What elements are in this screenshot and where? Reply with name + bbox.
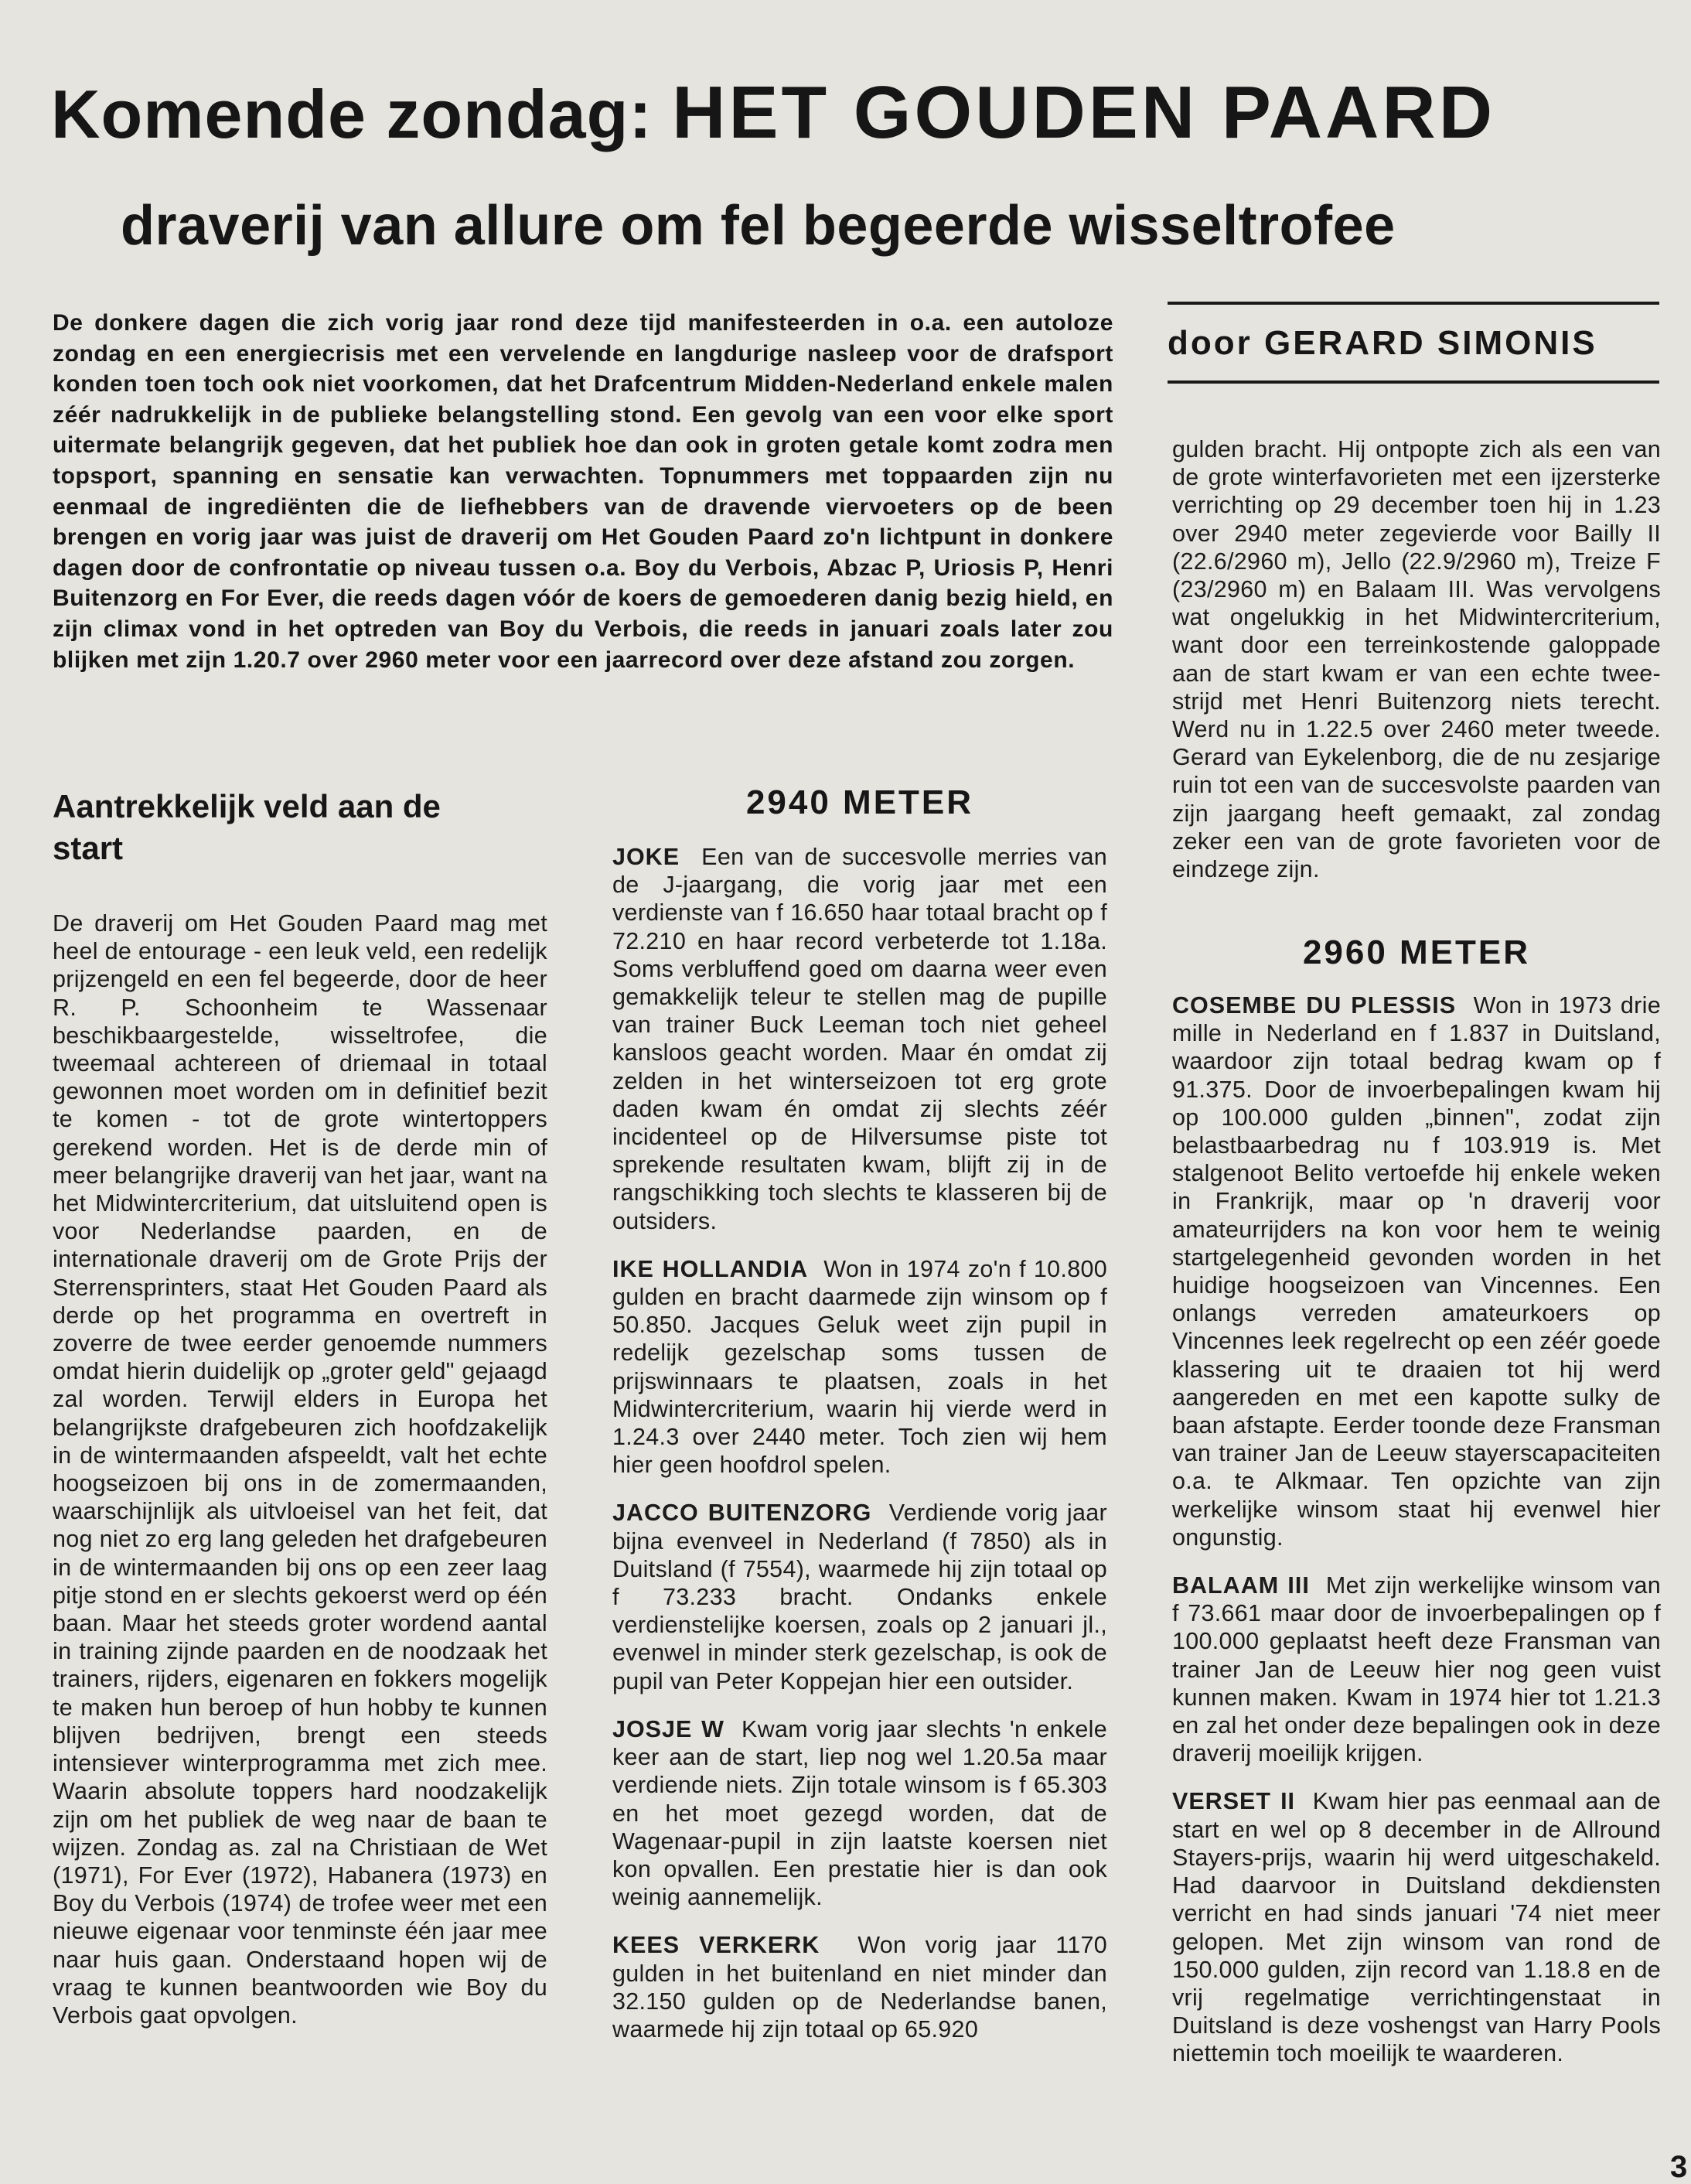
entry-name: IKE HOLLANDIA (612, 1255, 809, 1282)
headline (51, 71, 1659, 154)
section-title-2960: 2960 METER (1302, 933, 1531, 971)
entry-cosembe-du-plessis (1172, 991, 1661, 1551)
headline-title: HET GOUDEN PAARD (672, 71, 1496, 154)
left-column-body (53, 909, 547, 2029)
byline: door GERARD SIMONIS (1168, 324, 1597, 362)
left-column-heading: Aantrekkelijk veld aan de start (53, 788, 441, 866)
entry-verset-ii (1172, 1787, 1661, 2067)
entry-joke (612, 843, 1107, 1235)
entry-text: Kwam vorig jaar slechts 'n enkele keer aan de start, liep nog wel 1.20.5a maar verdiende niets. Zijn totale winsom is f 65.303 en het moet gezegd worden, dat de Wagenaar-pupil in zijn laatste koersen niet kon opvallen. Een prestatie hier is dan ook weinig aannemelijk. (612, 1715, 1107, 1911)
entry-name: COSEMBE DU PLESSIS (1172, 992, 1457, 1019)
right-column (1172, 991, 1661, 2088)
right-column-continuation (1172, 435, 1661, 883)
subheadline: draverij van allure om fel begeerde wisseltrofee (121, 195, 1396, 257)
continuation-text: gulden bracht. Hij ontpopte zich als een van de grote winterfavorieten met een ijzersterke verrichting op 29 december toen hij in 1.23 over 2940 meter zegevierde voor Bailly II (22.6/2960 m), Jello (22.9/2960 m), Treize F (23/2960 m) en Balaam III. Was vervolgens wat ongelukkig in het Midwintercriterium, want door een terreinkostende galoppade aan de start kwam er van een echte twee-strijd met Henri Buitenzorg niets terecht. Werd nu in 1.22.5 over 2460 meter tweede. Gerard van Eykelenborg, die de nu zesjarige ruin tot een van de succesvolste paarden van zijn jaargang heeft gemaakt, zal zondag zeker een van de grote favorieten voor de eindzege zijn. (1172, 436, 1661, 883)
entry-name: JACCO BUITENZORG (612, 1500, 872, 1527)
entry-josje-w (612, 1715, 1107, 1911)
intro-paragraph: De donkere dagen die zich vorig jaar rond deze tijd manifesteerden in o.a. een autoloze zondag en een energiecrisis met een vervelende en langdurige nasleep voor de drafsport konden toen toch ook niet voorkomen, dat het Drafcentrum Midden-Nederland enkele malen zéér nadrukkelijk in de publieke belangstelling stond. Een gevolg van een voor elke sport uitermate belangrijk gegeven, dat het publiek hoe dan ook in groten getale komt zodra men topsport, spanning en sensatie kan verwachten. Topnummers met toppaarden zijn nu eenmaal de ingrediënten die de liefhebbers van de dravende viervoeters op de been brengen en vorig jaar was juist de draverij om Het Gouden Paard zo'n lichtpunt in donkere dagen door de confrontatie op niveau tussen o.a. Boy du Verbois, Abzac P, Uriosis P, Henri Buitenzorg en For Ever, die reeds dagen vóór de koers de gemoederen danig bezig hield, en zijn climax vond in het optreden van Boy du Verbois, die reeds in januari zoals later zou blijken met zijn 1.20.7 over 2960 meter voor een jaarrecord over deze afstand zou zorgen. (53, 310, 1113, 673)
entry-name: JOKE (612, 844, 680, 870)
entry-name: BALAAM III (1172, 1572, 1310, 1599)
section-title-2940: 2940 METER (745, 783, 974, 821)
page-number: 3 (1670, 2150, 1688, 2184)
entry-name: VERSET II (1172, 1788, 1296, 1815)
entry-text: Won in 1974 zo'n f 10.800 gulden en bracht daarmede zijn winsom op f 50.850. Jacques Geluk weet zijn pupil in redelijk gezelschap soms tussen de prijswinnaars te plaatsen, zoals in het Midwintercriterium, waarin hij vierde werd in 1.24.3 over 2440 meter. Toch zien wij hem hier geen hoofdrol spelen. (612, 1255, 1107, 1479)
entry-ike-hollandia (612, 1255, 1107, 1479)
byline-rule-top (1168, 302, 1659, 305)
entry-text: Met zijn werkelijke winsom van f 73.661 maar door de invoerbepalingen op f 100.000 geplaatst heeft deze Fransman van trainer Jan de Leeuw hier nog geen vuist kunnen maken. Kwam in 1974 hier tot 1.21.3 en zal het onder deze bepalingen ook in deze draverij moeilijk krijgen. (1172, 1572, 1661, 1767)
headline-lead: Komende zondag: (51, 76, 673, 152)
left-column-text: De draverij om Het Gouden Paard mag met heel de entourage - een leuk veld, een redelijk prijzengeld en een fel begeerde, door de heer R. P. Schoonheim te Wassenaar beschikbaargestelde, wisseltrofee, die tweemaal achtereen of driemaal in totaal gewonnen moet worden om in definitief bezit te komen - tot de grote wintertoppers gerekend worden. Het is de derde min of meer belangrijke draverij van het jaar, want na het Midwintercriterium, dat uitsluitend open is voor Nederlandse paarden, en de internationale draverij om de Grote Prijs der Sterrensprinters, staat Het Gouden Paard als derde op het programma en overtreft in zoverre de twee eerder genoemde nummers omdat hierin duidelijk op „groter geld" gejaagd zal worden. Terwijl elders in Europa het belangrijkste drafgebeuren zich hoofdzakelijk in de wintermaanden afspeeldt, valt het echte hoogseizoen bij ons in de zomermaanden, waarschijnlijk als uitvloeisel van het feit, dat nog niet zo erg lang geleden het drafgebeuren in de wintermaanden bij ons op een zeer laag pitje stond en er slechts gekoerst werd op één baan. Maar het steeds groter wordend aantal in training zijnde paarden en de noodzaak het trainers, rijders, eigenaren en fokkers mogelijk te maken hun beroep of hun hobby te kunnen blijven bedrijven, brengt een steeds intensiever winterprogramma met zich mee. Waarin absolute toppers hard noodzakelijk zijn om het publiek de weg naar de baan te wijzen. Zondag as. zal na Christiaan de Wet (1971), For Ever (1972), Habanera (1973) en Boy du Verbois (1974) de trofee weer met een nieuwe eigenaar voor tenminste één jaar mee naar huis gaan. Onderstaand hopen wij de vraag te kunnen beantwoorden wie Boy du Verbois gaat opvolgen. (53, 910, 547, 2029)
entry-text: Verdiende vorig jaar bijna evenveel in Nederland (f 7850) als in Duitsland (f 7554), waarmede hij zijn totaal op f 73.233 bracht. Ondanks enkele verdienstelijke koersen, zoals op 2 januari jl., evenwel in minder sterk gezelschap, is ook de pupil van Peter Koppejan hier een outsider. (612, 1500, 1107, 1694)
byline-rule-bottom (1168, 380, 1659, 384)
entry-name: JOSJE W (612, 1715, 724, 1742)
entry-kees-verkerk (612, 1931, 1107, 2043)
entry-text: Won in 1973 drie mille in Nederland en f 1.837 in Duitsland, waardoor zijn totaal bedrag kwam op f 91.375. Door de invoerbepalingen kwam hij op 100.000 gulden „binnen", zodat zijn belastbaarbedrag nu f 103.919 is. Met stalgenoot Belito vertoefde hij enkele weken in Frankrijk, maar op 'n draverij voor amateurrijders na kon voor hem te weinig startgelegenheid gevonden worden in het huidige hoogseizoen van Vincennes. Een onlangs verreden amateurkoers op Vincennes leek regelrecht op een zéér goede klassering uit te draaien tot hij werd aangereden en met een kapotte sulky de baan afstapte. Eerder toonde deze Fransman van trainer Jan de Leeuw stayerscapaciteiten o.a. te Alkmaar. Ten opzichte van zijn werkelijke winsom staat hij evenwel hier ongunstig. (1172, 992, 1661, 1551)
entry-text: Won vorig jaar 1170 gulden in het buitenland en niet minder dan 32.150 gulden op de Nederlandse banen, waarmede hij zijn totaal op 65.920 (612, 1932, 1107, 2042)
entry-text: Een van de succesvolle merries van de J-jaargang, die vorig jaar met een verdienste van f 16.650 haar totaal bracht op f 72.210 en haar record verbeterde tot 1.18a. Soms verbluffend goed om daarna weer even gemakkelijk teleur te stellen mag de pupille van trainer Buck Leeman toch niet geheel kansloos geacht worden. Maar én omdat zij zelden in het winterseizoen tot erg grote daden kwam én omdat zij slechts zéér incidenteel op de Hilversumse piste tot sprekende resultaten kwam, blijft zij in de rangschikking toch slechts te klasseren bij de outsiders. (612, 844, 1107, 1234)
entry-text: Kwam hier pas eenmaal aan de start en wel op 8 december in de Allround Stayers-prijs, waarin hij werd uitgeschakeld. Had daarvoor in Duitsland dekdiensten verricht en had sinds januari '74 niet meer gelopen. Met zijn winsom van rond de 150.000 gulden, zijn record van 1.18.8 en de vrij regelmatige verrichtingenstaat in Duitsland is deze voshengst van Harry Pools niettemin toch moeilijk te waarderen. (1172, 1788, 1661, 2067)
entry-name: KEES VERKERK (612, 1932, 820, 1959)
entry-balaam-iii (1172, 1571, 1661, 1767)
entry-jacco-buitenzorg (612, 1499, 1107, 1694)
middle-column (612, 843, 1107, 2063)
